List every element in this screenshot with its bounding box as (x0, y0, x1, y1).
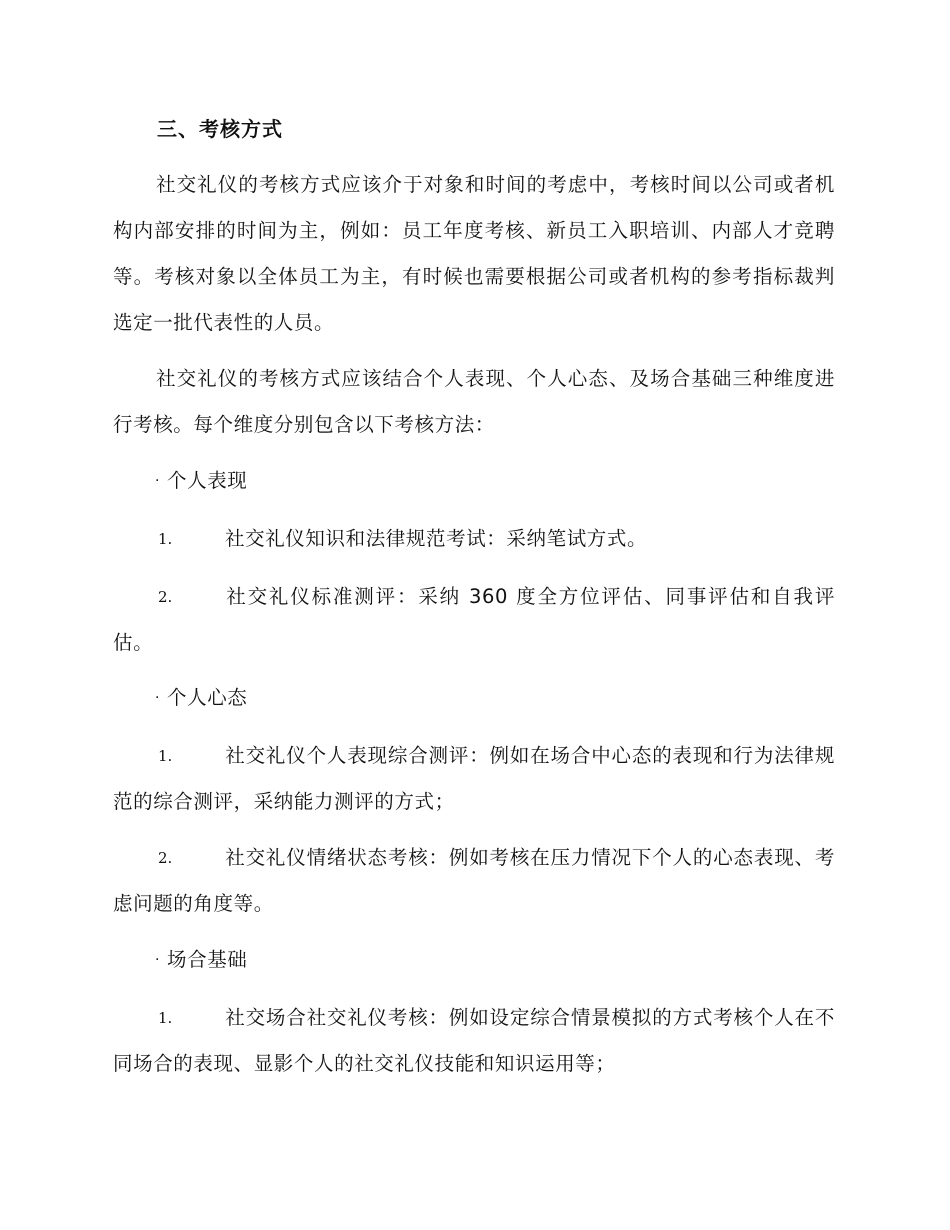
list-item-text: 社交礼仪情绪状态考核：例如考核在压力情况下个人的心态表现、考虑问题的角度等。 (113, 846, 835, 915)
list-item-number: 1. (158, 1009, 173, 1027)
dimension-title: 个人表现 (167, 469, 248, 492)
list-item-number: 2. (158, 588, 173, 606)
dimension-personal-performance (155, 464, 247, 498)
list-item-number: 1. (158, 747, 173, 765)
list-item (113, 733, 835, 825)
dimension-personal-mindset (155, 681, 247, 715)
section-heading: 三、考核方式 (157, 117, 283, 141)
paragraph-intro: 社交礼仪的考核方式应该介于对象和时间的考虑中，考核时间以公司或者机构内部安排的时间为主，例如：员工年度考核、新员工入职培训、内部人才竞聘等。考核对象以全体员工为主，有时候也需要根据公司或者机构的参考指标裁判选定一批代表性的人员。 (113, 173, 835, 334)
paragraph-dimensions: 社交礼仪的考核方式应该结合个人表现、个人心态、及场合基础三种维度进行考核。每个维度分别包含以下考核方法： (113, 367, 835, 436)
list-item-number: 2. (158, 849, 173, 867)
bullet-dot-icon: · (155, 690, 161, 706)
list-item (113, 835, 835, 927)
list-item-text: 社交礼仪知识和法律规范考试：采纳笔试方式。 (225, 527, 648, 550)
bullet-dot-icon: · (155, 952, 161, 968)
list-item (113, 574, 835, 666)
list-item (113, 516, 835, 562)
list-item-text: 社交礼仪个人表现综合测评：例如在场合中心态的表现和行为法律规范的综合测评，采纳能力测评的方式； (113, 744, 835, 813)
list-item-number: 1. (158, 530, 173, 548)
dimension-title: 场合基础 (167, 948, 248, 971)
list-item-text: 社交场合社交礼仪考核：例如设定综合情景模拟的方式考核个人在不同场合的表现、显影个人的社交礼仪技能和知识运用等； (113, 1006, 835, 1075)
list-item (113, 995, 835, 1087)
list-item-text: 社交礼仪标准测评：采纳 360 度全方位评估、同事评估和自我评估。 (113, 585, 835, 654)
dimension-title: 个人心态 (167, 686, 248, 709)
bullet-dot-icon: · (155, 473, 161, 489)
dimension-occasion-basics (155, 943, 247, 977)
